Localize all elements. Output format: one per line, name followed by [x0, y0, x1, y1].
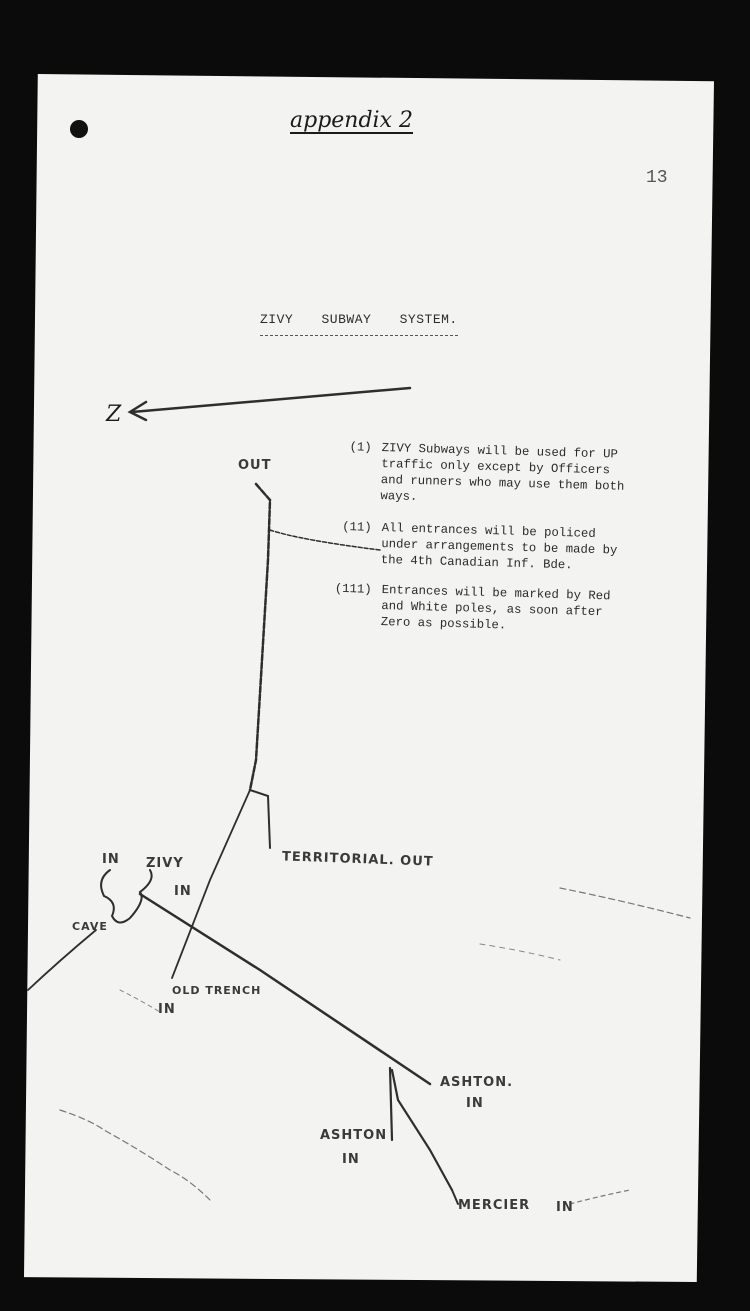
- label-out: OUT: [238, 458, 272, 473]
- note-2: [309, 518, 640, 575]
- label-cave: CAVE: [72, 920, 108, 933]
- page-number: 13: [646, 168, 668, 188]
- label-old-trench-in: IN: [158, 1002, 176, 1017]
- note-3-text: Entrances will be marked by Red and White poles, as soon after Zero as possible.: [380, 583, 611, 633]
- label-ashton-left: ASHTON: [320, 1128, 388, 1143]
- label-mercier-in: IN: [556, 1200, 574, 1215]
- label-ashton-right: ASHTON.: [440, 1075, 514, 1090]
- note-1-number: (1): [349, 440, 372, 455]
- note-1-text: ZIVY Subways will be used for UP traffic only except by Officers and runners who may use them both ways.: [380, 441, 625, 505]
- note-1: [308, 438, 640, 511]
- north-arrow-label: Z: [106, 402, 122, 427]
- label-mercier: MERCIER: [458, 1198, 531, 1213]
- note-2-text: All entrances will be policed under arrangements to be made by the 4th Canadian Inf. Bde.: [380, 521, 618, 573]
- document-title: ZIVY SUBWAY SYSTEM.: [260, 312, 458, 336]
- note-3-number: (111): [334, 581, 372, 597]
- punch-hole: [70, 120, 88, 138]
- note-2-number: (11): [342, 519, 372, 535]
- label-ashton-left-in: IN: [342, 1152, 360, 1167]
- document-page: [24, 74, 714, 1282]
- label-old-trench: OLD TRENCH: [172, 984, 262, 997]
- appendix-heading: appendix 2: [290, 108, 413, 133]
- label-zivy: ZIVY: [146, 856, 184, 871]
- label-in-left: IN: [102, 852, 120, 867]
- label-zivy-in: IN: [174, 884, 192, 899]
- label-territorial-out: TERRITORIAL. OUT: [281, 849, 434, 870]
- note-3: [309, 580, 640, 637]
- label-ashton-right-in: IN: [466, 1096, 484, 1111]
